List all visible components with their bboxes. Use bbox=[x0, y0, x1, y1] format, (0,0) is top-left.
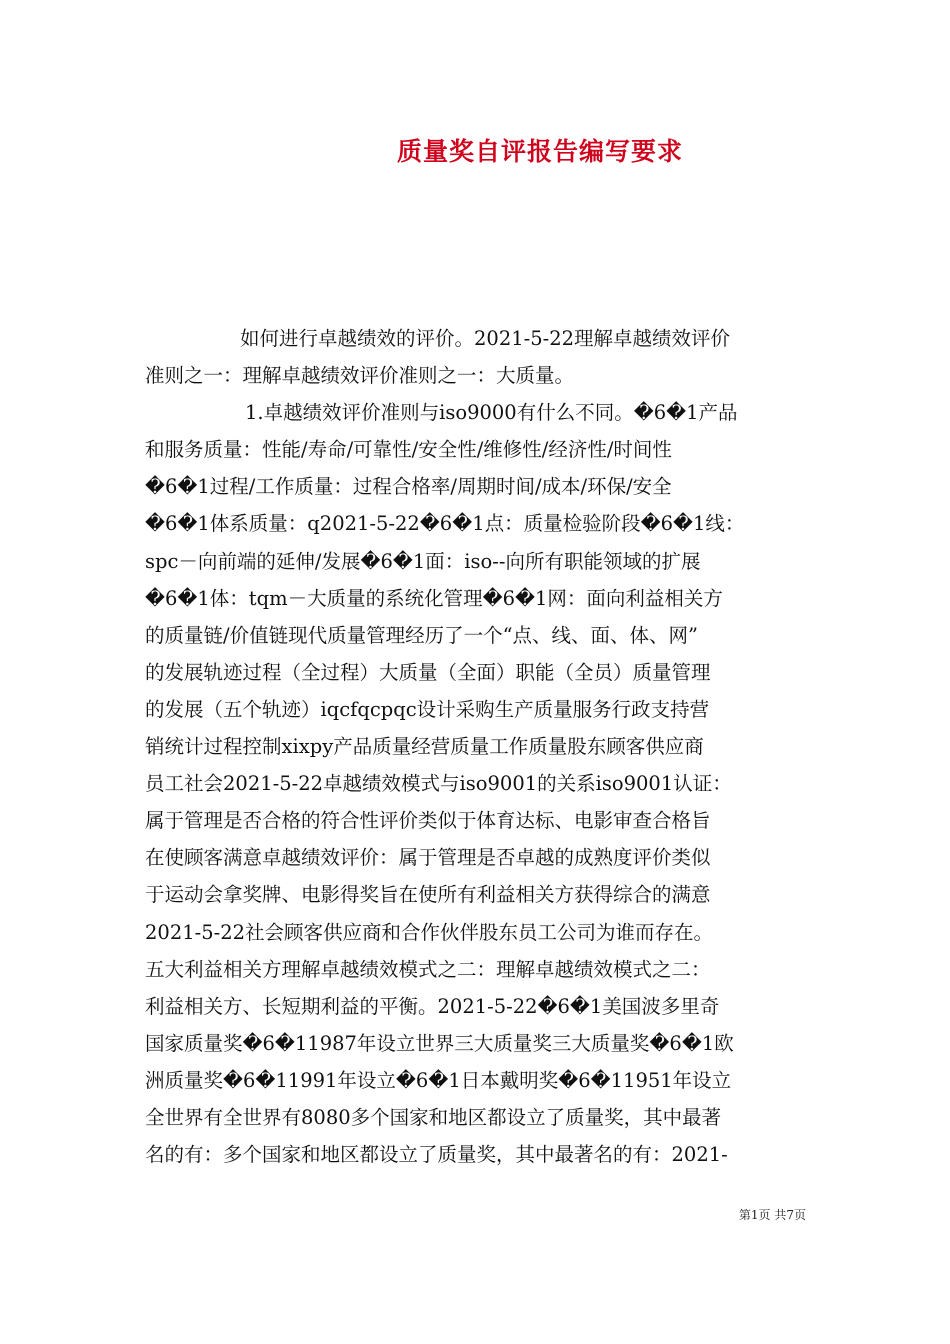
text-line: 如何进行卓越绩效的评价。2021-5-22理解卓越绩效评价 bbox=[240, 327, 731, 350]
text-line: 名的有：多个国家和地区都设立了质量奖，其中最著名的有：2021- bbox=[145, 1143, 728, 1167]
document-title: 质量奖自评报告编写要求 bbox=[396, 137, 683, 166]
text-line: 五大利益相关方理解卓越绩效模式之二：理解卓越绩效模式之二： bbox=[145, 957, 711, 981]
text-line: 2021-5-22社会顾客供应商和合作伙伴股东员工公司为谁而存在。 bbox=[145, 920, 714, 944]
page-footer: 第1页 共7页 bbox=[738, 1208, 806, 1222]
text-line: 利益相关方、长短期利益的平衡。2021-5-22�6�1美国波多里奇 bbox=[145, 994, 720, 1018]
text-line: 员工社会2021-5-22卓越绩效模式与iso9001的关系iso9001认证： bbox=[145, 772, 732, 796]
text-line: 和服务质量：性能/寿命/可靠性/安全性/维修性/经济性/时间性 bbox=[145, 438, 672, 462]
text-line: 在使顾客满意卓越绩效评价：属于管理是否卓越的成熟度评价类似 bbox=[145, 846, 711, 870]
text-line: 的发展（五个轨迹）iqcfqcpqc设计采购生产质量服务行政支持营 bbox=[145, 697, 710, 721]
text-line: 于运动会拿奖牌、电影得奖旨在使所有利益相关方获得综合的满意 bbox=[145, 883, 711, 907]
text-line: �6�1体系质量：q2021-5-22�6�1点：质量检验阶段�6�1线： bbox=[145, 512, 745, 536]
text-line: 全世界有全世界有8080多个国家和地区都设立了质量奖，其中最著 bbox=[145, 1105, 722, 1129]
text-line: �6�1过程/工作质量：过程合格率/周期时间/成本/环保/安全 bbox=[145, 475, 672, 499]
text-line: 的质量链/价值链现代质量管理经历了一个“点、线、面、体、网” bbox=[145, 623, 699, 647]
text-line: spc－向前端的延伸/发展�6�1面：iso--向所有职能领域的扩展 bbox=[145, 549, 701, 573]
text-line: 国家质量奖�6�11987年设立世界三大质量奖三大质量奖�6�1欧 bbox=[145, 1031, 734, 1055]
text-line: 准则之一：理解卓越绩效评价准则之一：大质量。 bbox=[145, 364, 575, 388]
text-line: 的发展轨迹过程（全过程）大质量（全面）职能（全员）质量管理 bbox=[145, 660, 711, 684]
text-line: 1.卓越绩效评价准则与iso9000有什么不同。�6�1产品 bbox=[245, 401, 738, 425]
text-line: 洲质量奖�6�11991年设立�6�1日本戴明奖�6�11951年设立 bbox=[145, 1068, 732, 1092]
text-line: 销统计过程控制xixpy产品质量经营质量工作质量股东顾客供应商 bbox=[145, 735, 704, 759]
text-line: 属于管理是否合格的符合性评价类似于体育达标、电影审查合格旨 bbox=[145, 809, 711, 833]
document-body bbox=[145, 320, 815, 1173]
text-line: �6�1体：tqm－大质量的系统化管理�6�1网：面向利益相关方 bbox=[145, 586, 723, 610]
